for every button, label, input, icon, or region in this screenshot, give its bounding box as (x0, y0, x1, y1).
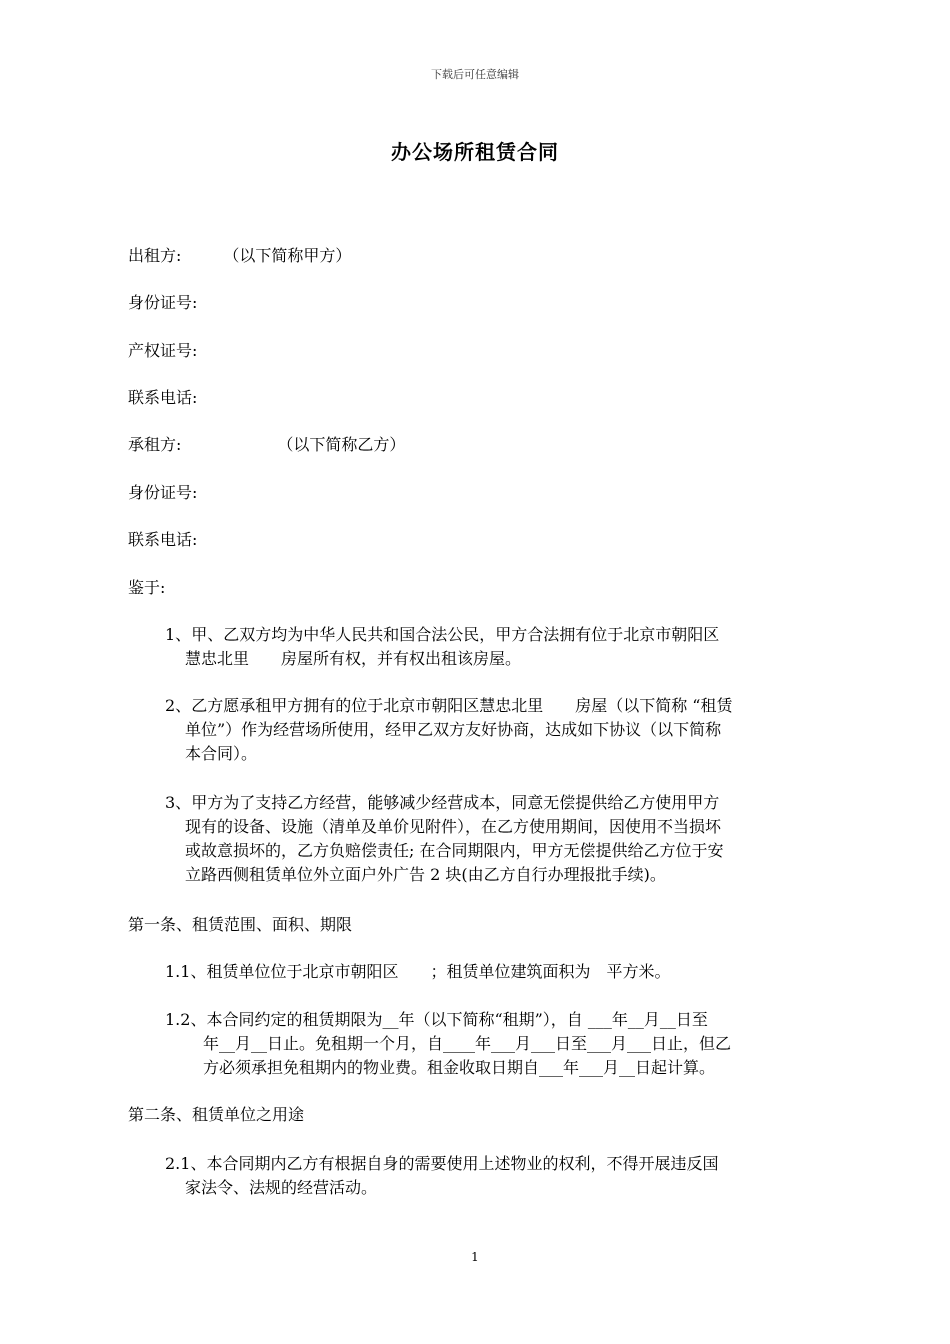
recital-3 (165, 791, 835, 887)
clause-2-1 (165, 1152, 835, 1200)
clause-1-2-line1: 1.2、本合同约定的租赁期限为__年（以下简称“租期”），自 ___年__月__日至 (165, 1010, 708, 1029)
lessor-phone-label: 联系电话: (128, 388, 198, 407)
recital-2-line2: 单位”）作为经营场所使用，经甲乙双方友好协商，达成如下协议（以下简称 (185, 720, 722, 739)
lessee-alias: （以下简称乙方） (277, 435, 406, 454)
page-number: 1 (471, 1250, 479, 1264)
lessee-label: 承租方: (128, 435, 182, 454)
clause-1-1: 1.1、租赁单位位于北京市朝阳区 ；租赁单位建筑面积为 平方米。 (165, 962, 671, 981)
article-1-heading: 第一条、租赁范围、面积、期限 (128, 915, 353, 934)
article-2-heading: 第二条、租赁单位之用途 (128, 1105, 305, 1124)
lessee-id-label: 身份证号: (128, 483, 198, 502)
lessor-alias: （以下简称甲方） (223, 246, 352, 265)
recital-3-line3: 或故意损坏的，乙方负赔偿责任; 在合同期限内，甲方无偿提供给乙方位于安 (185, 841, 724, 860)
recital-1-num: 1、 (165, 625, 192, 644)
recital-1 (165, 623, 835, 671)
clause-1-2-line3: 方必须承担免租期内的物业费。租金收取日期自___年___月__日起计算。 (203, 1058, 716, 1077)
recital-3-line2: 现有的设备、设施（清单及单价见附件），在乙方使用期间，因使用不当损坏 (185, 817, 722, 836)
clause-1-2 (165, 1008, 835, 1080)
clause-2-1-line1: 2.1、本合同期内乙方有根据自身的需要使用上述物业的权利，不得开展违反国 (165, 1154, 719, 1173)
lessor-label: 出租方: (128, 246, 182, 265)
recital-3-line1: 甲方为了支持乙方经营，能够减少经营成本，同意无偿提供给乙方使用甲方 (191, 793, 720, 812)
document-title: 办公场所租赁合同 (391, 140, 559, 164)
recital-2-num: 2、 (165, 696, 192, 715)
recital-2-line1: 乙方愿承租甲方拥有的位于北京市朝阳区慧忠北里 房屋（以下简称 “租赁 (191, 696, 733, 715)
lessee-phone-label: 联系电话: (128, 530, 198, 549)
lessor-id-label: 身份证号: (128, 293, 198, 312)
clause-2-1-line2: 家法令、法规的经营活动。 (185, 1178, 378, 1197)
recital-2 (165, 694, 835, 766)
recital-1-line1: 甲、乙双方均为中华人民共和国合法公民，甲方合法拥有位于北京市朝阳区 (191, 625, 720, 644)
recital-1-line2: 慧忠北里 房屋所有权，并有权出租该房屋。 (185, 649, 522, 668)
recital-3-line4: 立路西侧租赁单位外立面户外广告 2 块(由乙方自行办理报批手续)。 (185, 865, 666, 884)
recital-2-line3: 本合同）。 (185, 744, 258, 763)
lessee-line (128, 434, 405, 456)
property-cert-label: 产权证号: (128, 341, 198, 360)
lessor-line (128, 245, 351, 267)
whereas-label: 鉴于: (128, 578, 166, 597)
recital-3-num: 3、 (165, 793, 192, 812)
page-header-note: 下载后可任意编辑 (431, 68, 519, 81)
clause-1-2-line2: 年__月__日止。免租期一个月，自____年___月___日至___月___日止，但乙 (203, 1034, 732, 1053)
